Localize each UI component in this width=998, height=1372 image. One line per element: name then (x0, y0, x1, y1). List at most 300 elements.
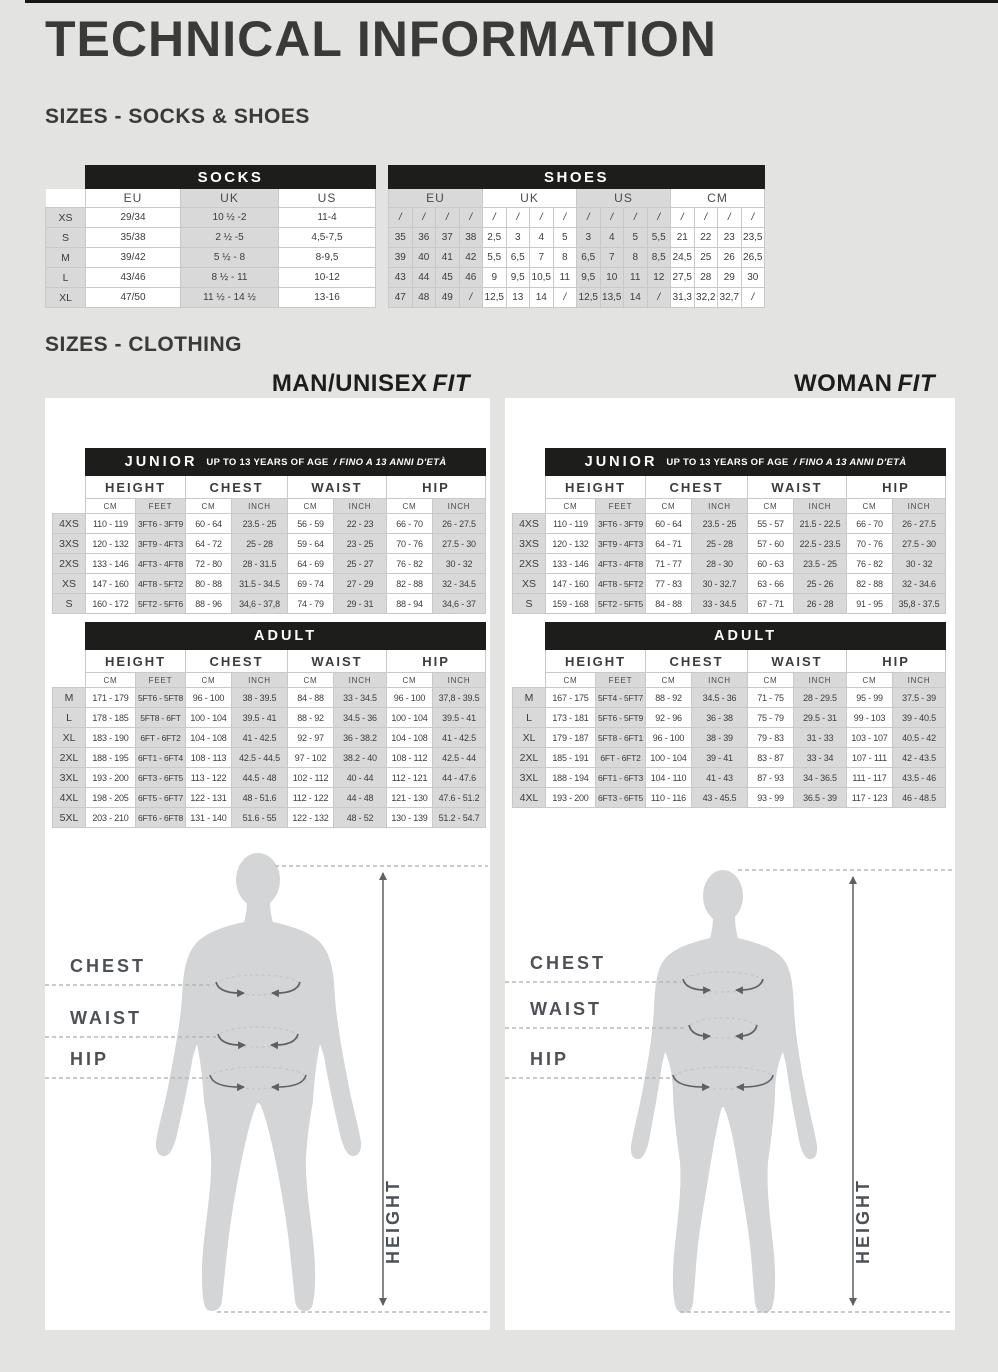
cell: 26,5 (741, 248, 765, 268)
group-waist: WAIST (748, 476, 847, 499)
cell: 69 - 74 (288, 574, 334, 594)
woman-fit-title (794, 370, 935, 398)
cell: 104 - 108 (387, 728, 433, 748)
unit-cm: CM (288, 673, 334, 688)
socks-size-table (45, 165, 376, 308)
cell: 120 - 132 (86, 534, 136, 554)
size-label: S (53, 594, 86, 614)
size-row (513, 728, 946, 748)
cell: 147 - 160 (86, 574, 136, 594)
cell: 71 - 75 (748, 688, 794, 708)
cell: 8 (553, 248, 577, 268)
cell: 51.2 - 54.7 (433, 808, 486, 828)
size-label: 3XL (53, 768, 86, 788)
size-row (513, 748, 946, 768)
unit-inch: INCH (433, 673, 486, 688)
cell: 12,5 (483, 288, 507, 308)
junior-subtitle-italian: / FINO A 13 ANNI D'ETÀ (793, 456, 907, 468)
cell: 31 - 33 (794, 728, 847, 748)
cell: 6FT1 - 6FT4 (136, 748, 186, 768)
hip-label: HIP (530, 1049, 570, 1069)
size-row (53, 594, 486, 614)
fit-word: FIT (897, 370, 935, 397)
size-label: M (513, 688, 546, 708)
cell: 23,5 (741, 228, 765, 248)
cell: 3 (577, 228, 601, 248)
size-row (53, 574, 486, 594)
cell: 9 (483, 268, 507, 288)
cell: 188 - 195 (86, 748, 136, 768)
group-hip: HIP (387, 650, 486, 673)
size-row (53, 534, 486, 554)
junior-title: JUNIOR (124, 454, 198, 470)
cell: 4 (600, 228, 624, 248)
group-height: HEIGHT (86, 650, 186, 673)
shoes-size-table (388, 165, 765, 308)
cell: 49 (436, 288, 460, 308)
cell: 46 - 48.5 (893, 788, 946, 808)
socks-row (46, 208, 376, 228)
size-row (513, 534, 946, 554)
cell: 40 - 44 (334, 768, 387, 788)
group-hip: HIP (847, 476, 946, 499)
cell: 122 - 132 (288, 808, 334, 828)
junior-title: JUNIOR (584, 454, 658, 470)
cell: 6FT - 6FT2 (596, 748, 646, 768)
cell: 46 (459, 268, 483, 288)
cell: 104 - 110 (646, 768, 692, 788)
cell: / (741, 208, 765, 228)
cell: 87 - 93 (748, 768, 794, 788)
cell: 9,5 (506, 268, 530, 288)
cell: 37,8 - 39.5 (433, 688, 486, 708)
cell: 159 - 168 (546, 594, 596, 614)
cell: 82 - 88 (847, 574, 893, 594)
socks-row (46, 288, 376, 308)
cell: 32 - 34.5 (433, 574, 486, 594)
cell: 44 - 48 (334, 788, 387, 808)
cell: / (600, 208, 624, 228)
cell-us: 4,5-7,5 (279, 228, 376, 248)
size-row (53, 728, 486, 748)
cell: 29 - 31 (334, 594, 387, 614)
cell: 25 - 26 (794, 574, 847, 594)
cell: 26 - 27.5 (893, 514, 946, 534)
cell: 92 - 96 (646, 708, 692, 728)
cell: 74 - 79 (288, 594, 334, 614)
cell: 111 - 117 (847, 768, 893, 788)
cell: 120 - 132 (546, 534, 596, 554)
chest-label: CHEST (70, 956, 147, 976)
cell-eu: 43/46 (86, 268, 181, 288)
cell: 66 - 70 (387, 514, 433, 534)
cell: 23.5 - 25 (232, 514, 288, 534)
cell: 160 - 172 (86, 594, 136, 614)
cell: 84 - 88 (646, 594, 692, 614)
unit-feet: FEET (136, 673, 186, 688)
cell-uk: 5 ½ - 8 (181, 248, 279, 268)
cell: 55 - 57 (748, 514, 794, 534)
cell: 11 (553, 268, 577, 288)
cell: 99 - 103 (847, 708, 893, 728)
cell: 67 - 71 (748, 594, 794, 614)
cell: 23.5 - 25 (692, 514, 748, 534)
size-row (513, 788, 946, 808)
size-label: 2XL (513, 748, 546, 768)
shoes-group-us: US (577, 189, 671, 208)
size-row (53, 788, 486, 808)
cell: 39 (389, 248, 413, 268)
size-row (53, 688, 486, 708)
size-label: XL (513, 728, 546, 748)
cell: 30 (741, 268, 765, 288)
cell: 34 - 36.5 (794, 768, 847, 788)
unit-cm: CM (748, 499, 794, 514)
size-label: L (53, 708, 86, 728)
cell: 38.2 - 40 (334, 748, 387, 768)
cell: 38 - 39 (692, 728, 748, 748)
group-chest: CHEST (186, 650, 288, 673)
size-label: 2XS (53, 554, 86, 574)
cell: 21 (671, 228, 695, 248)
group-height: HEIGHT (546, 476, 646, 499)
cell: 6FT5 - 6FT7 (136, 788, 186, 808)
cell: 117 - 123 (847, 788, 893, 808)
cell: / (506, 208, 530, 228)
cell: 6FT - 6FT2 (136, 728, 186, 748)
cell: 31.5 - 34.5 (232, 574, 288, 594)
cell: 76 - 82 (847, 554, 893, 574)
group-waist: WAIST (288, 476, 387, 499)
unit-cm: CM (86, 499, 136, 514)
cell: 56 - 59 (288, 514, 334, 534)
size-label: 4XL (53, 788, 86, 808)
cell: 80 - 88 (186, 574, 232, 594)
cell: 30 - 32 (433, 554, 486, 574)
cell: 71 - 77 (646, 554, 692, 574)
cell: 72 - 80 (186, 554, 232, 574)
cell: 88 - 96 (186, 594, 232, 614)
cell-eu: 35/38 (86, 228, 181, 248)
cell: 27,5 (671, 268, 695, 288)
man-fit-title (272, 370, 470, 398)
group-waist: WAIST (288, 650, 387, 673)
cell: 23 (718, 228, 742, 248)
unit-cm: CM (847, 499, 893, 514)
cell: 5FT4 - 5FT7 (596, 688, 646, 708)
cell: 12,5 (577, 288, 601, 308)
cell: 25 - 28 (232, 534, 288, 554)
group-waist: WAIST (748, 650, 847, 673)
cell: 100 - 104 (186, 708, 232, 728)
cell: 43 - 45.5 (692, 788, 748, 808)
cell: 5,5 (483, 248, 507, 268)
cell: 2,5 (483, 228, 507, 248)
cell: 96 - 100 (186, 688, 232, 708)
chest-label: CHEST (530, 953, 607, 973)
cell: 35 (389, 228, 413, 248)
cell: 179 - 187 (546, 728, 596, 748)
size-row (513, 514, 946, 534)
cell: 113 - 122 (186, 768, 232, 788)
cell: 198 - 205 (86, 788, 136, 808)
shoes-group-uk: UK (483, 189, 577, 208)
cell: / (412, 208, 436, 228)
cell: 60 - 64 (646, 514, 692, 534)
man-unisex-panel (45, 370, 490, 1330)
cell: 5FT2 - 5FT6 (136, 594, 186, 614)
cell: 5 (624, 228, 648, 248)
unit-inch: INCH (692, 499, 748, 514)
cell: 4FT3 - 4FT8 (136, 554, 186, 574)
cell-eu: 29/34 (86, 208, 181, 228)
cell: 40 (412, 248, 436, 268)
cell: 41 (436, 248, 460, 268)
shoes-row (389, 208, 765, 228)
cell: 26 (718, 248, 742, 268)
size-row (53, 768, 486, 788)
cell: 178 - 185 (86, 708, 136, 728)
cell: 6,5 (506, 248, 530, 268)
size-row (513, 708, 946, 728)
cell: 42.5 - 44.5 (232, 748, 288, 768)
cell: 64 - 69 (288, 554, 334, 574)
woman-adult-table (512, 622, 946, 808)
size-label: XL (46, 288, 86, 308)
cell: 45 (436, 268, 460, 288)
cell: 7 (530, 248, 554, 268)
cell: 91 - 95 (847, 594, 893, 614)
cell: 47.6 - 51.2 (433, 788, 486, 808)
cell: 59 - 64 (288, 534, 334, 554)
group-chest: CHEST (646, 650, 748, 673)
size-label: XL (53, 728, 86, 748)
cell: 5FT8 - 6FT1 (596, 728, 646, 748)
cell: 122 - 131 (186, 788, 232, 808)
socks-col-us: US (279, 189, 376, 208)
cell: 39 - 41 (692, 748, 748, 768)
unit-inch: INCH (794, 673, 847, 688)
cell: / (389, 208, 413, 228)
cell: / (624, 208, 648, 228)
cell: 112 - 122 (288, 788, 334, 808)
page-title: TECHNICAL INFORMATION (45, 11, 717, 67)
cell: 44.5 - 48 (232, 768, 288, 788)
cell: 4 (530, 228, 554, 248)
cell: 6FT1 - 6FT3 (596, 768, 646, 788)
cell: 100 - 104 (646, 748, 692, 768)
cell: 51.6 - 55 (232, 808, 288, 828)
cell: 79 - 83 (748, 728, 794, 748)
unit-cm: CM (546, 499, 596, 514)
unit-inch: INCH (232, 673, 288, 688)
cell: 22 - 23 (334, 514, 387, 534)
unit-cm: CM (387, 673, 433, 688)
cell: 64 - 71 (646, 534, 692, 554)
cell: 173 - 181 (546, 708, 596, 728)
size-label: L (513, 708, 546, 728)
cell: 25 - 28 (692, 534, 748, 554)
man-junior-table (52, 448, 486, 614)
cell-uk: 11 ½ - 14 ½ (181, 288, 279, 308)
adult-title: ADULT (254, 628, 318, 644)
cell: 32,7 (718, 288, 742, 308)
socks-table-title: SOCKS (86, 166, 376, 189)
cell: 11 (624, 268, 648, 288)
size-label: 2XS (513, 554, 546, 574)
shoes-row (389, 248, 765, 268)
cell: 42 (459, 248, 483, 268)
cell: 27 - 29 (334, 574, 387, 594)
size-row (513, 554, 946, 574)
cell: 5,5 (647, 228, 671, 248)
fit-word: FIT (432, 370, 470, 397)
cell: 30 - 32 (893, 554, 946, 574)
size-label: 3XS (513, 534, 546, 554)
cell: 185 - 191 (546, 748, 596, 768)
size-row (513, 768, 946, 788)
unit-inch: INCH (334, 499, 387, 514)
cell: 188 - 194 (546, 768, 596, 788)
size-label: M (53, 688, 86, 708)
cell: 44 - 47.6 (433, 768, 486, 788)
unit-feet: FEET (136, 499, 186, 514)
cell: 41 - 42.5 (232, 728, 288, 748)
socks-col-uk: UK (181, 189, 279, 208)
cell: 171 - 179 (86, 688, 136, 708)
group-chest: CHEST (646, 476, 748, 499)
cell: 14 (530, 288, 554, 308)
cell-uk: 8 ½ - 11 (181, 268, 279, 288)
cell: / (671, 208, 695, 228)
cell: 28 - 31.5 (232, 554, 288, 574)
cell: 25 (694, 248, 718, 268)
woman-panel (505, 370, 955, 1330)
cell: 131 - 140 (186, 808, 232, 828)
cell: 33 - 34.5 (692, 594, 748, 614)
unit-inch: INCH (893, 499, 946, 514)
size-label: 4XS (513, 514, 546, 534)
cell: 5FT8 - 6FT (136, 708, 186, 728)
cell: 70 - 76 (847, 534, 893, 554)
unit-cm: CM (186, 673, 232, 688)
group-hip: HIP (847, 650, 946, 673)
cell: 48 - 52 (334, 808, 387, 828)
group-height: HEIGHT (86, 476, 186, 499)
cell: 7 (600, 248, 624, 268)
cell: / (694, 208, 718, 228)
shoes-table-title: SHOES (389, 166, 765, 189)
cell: 41 - 42.5 (433, 728, 486, 748)
cell: 48 (412, 288, 436, 308)
cell: 34,6 - 37 (433, 594, 486, 614)
cell: / (436, 208, 460, 228)
shoes-group-eu: EU (389, 189, 483, 208)
cell: 130 - 139 (387, 808, 433, 828)
hip-label: HIP (70, 1049, 110, 1069)
junior-subtitle-italian: / FINO A 13 ANNI D'ETÀ (333, 456, 447, 468)
cell: / (530, 208, 554, 228)
unit-inch: INCH (893, 673, 946, 688)
size-label: XS (53, 574, 86, 594)
unit-cm: CM (186, 499, 232, 514)
cell: 10 (600, 268, 624, 288)
cell: 100 - 104 (387, 708, 433, 728)
height-label: HEIGHT (383, 1177, 403, 1264)
cell: 27.5 - 30 (893, 534, 946, 554)
cell: 82 - 88 (387, 574, 433, 594)
cell-uk: 2 ½ -5 (181, 228, 279, 248)
size-label: 5XL (53, 808, 86, 828)
unit-feet: FEET (596, 673, 646, 688)
cell: 4FT8 - 5FT2 (596, 574, 646, 594)
unit-feet: FEET (596, 499, 646, 514)
cell: 32 - 34.6 (893, 574, 946, 594)
size-label: 4XL (513, 788, 546, 808)
cell: 42.5 - 44 (433, 748, 486, 768)
cell: 6,5 (577, 248, 601, 268)
cell: 38 (459, 228, 483, 248)
cell: 133 - 146 (86, 554, 136, 574)
cell: 14 (624, 288, 648, 308)
section-heading-clothing: SIZES - CLOTHING (45, 333, 242, 356)
socks-row (46, 248, 376, 268)
cell: 12 (647, 268, 671, 288)
cell: 95 - 99 (847, 688, 893, 708)
cell: 147 - 160 (546, 574, 596, 594)
unit-cm: CM (288, 499, 334, 514)
unit-inch: INCH (334, 673, 387, 688)
junior-subtitle: UP TO 13 YEARS OF AGE (206, 456, 329, 468)
cell: 34.5 - 36 (334, 708, 387, 728)
cell: 25 - 27 (334, 554, 387, 574)
woman-fit-label: WOMAN (794, 370, 893, 397)
cell: 42 - 43.5 (893, 748, 946, 768)
cell: / (459, 208, 483, 228)
cell: 3 (506, 228, 530, 248)
cell: 3FT6 - 3FT9 (596, 514, 646, 534)
size-label: 2XL (53, 748, 86, 768)
size-row (53, 554, 486, 574)
cell: 40.5 - 42 (893, 728, 946, 748)
cell-eu: 39/42 (86, 248, 181, 268)
cell: 83 - 87 (748, 748, 794, 768)
cell: / (647, 208, 671, 228)
cell: 112 - 121 (387, 768, 433, 788)
size-label: XS (513, 574, 546, 594)
size-label: S (46, 228, 86, 248)
cell: 10,5 (530, 268, 554, 288)
cell: 104 - 108 (186, 728, 232, 748)
top-divider (25, 0, 998, 3)
unit-cm: CM (86, 673, 136, 688)
cell: 5FT2 - 5FT5 (596, 594, 646, 614)
cell: 5FT6 - 5FT8 (136, 688, 186, 708)
woman-measurement-diagram (505, 850, 955, 1330)
cell: 36 - 38.2 (334, 728, 387, 748)
junior-subtitle: UP TO 13 YEARS OF AGE (666, 456, 789, 468)
male-silhouette (156, 853, 361, 1311)
cell: 39.5 - 41 (433, 708, 486, 728)
cell: 36.5 - 39 (794, 788, 847, 808)
unit-cm: CM (748, 673, 794, 688)
cell: 75 - 79 (748, 708, 794, 728)
cell: 35,8 - 37.5 (893, 594, 946, 614)
cell-uk: 10 ½ -2 (181, 208, 279, 228)
cell-us: 10-12 (279, 268, 376, 288)
size-label: 3XL (513, 768, 546, 788)
cell: 23.5 - 25 (794, 554, 847, 574)
